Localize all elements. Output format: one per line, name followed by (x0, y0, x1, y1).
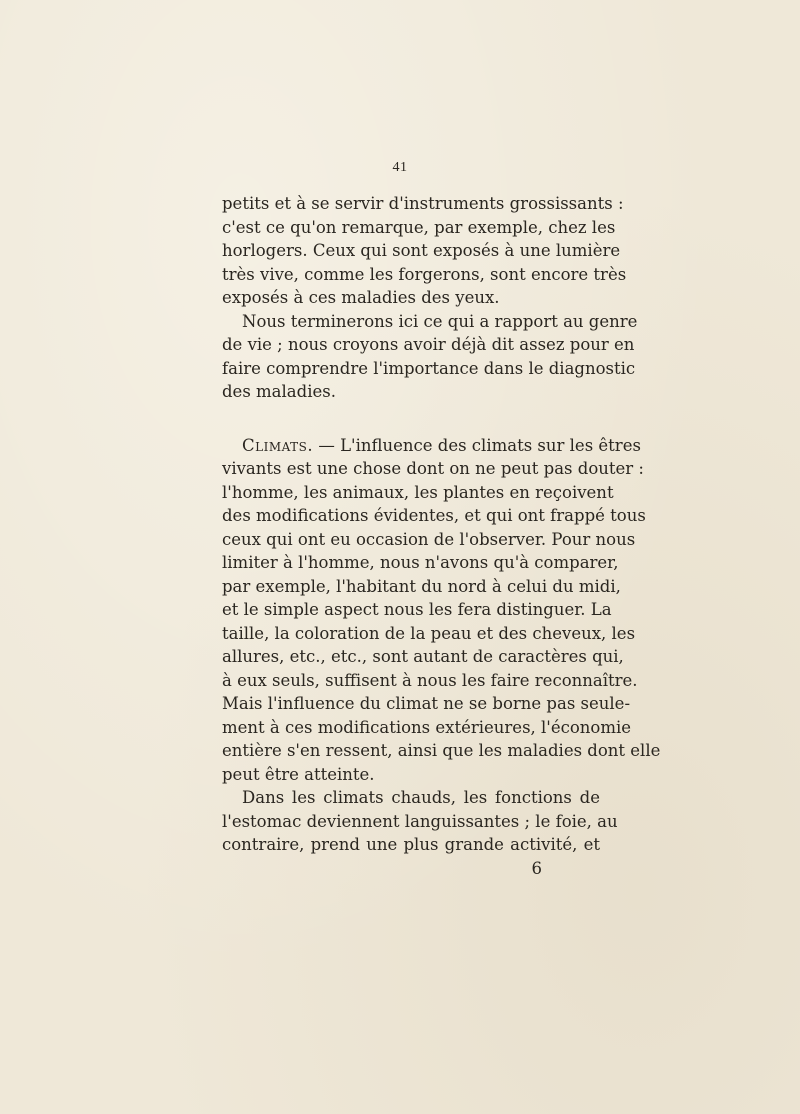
text-line: des maladies. (222, 382, 336, 401)
text-line: de vie ; nous croyons avoir déjà dit assez pour en (222, 335, 635, 354)
text-line: horlogers. Ceux qui sont exposés à une lumière (222, 241, 621, 260)
text-line: par exemple, l'habitant du nord à celui du midi, (222, 576, 621, 596)
text-line: des modifications évidentes, et qui ont frappé tous (222, 506, 646, 525)
page-number: 41 (392, 160, 408, 175)
text-line: ceux qui ont eu occasion de l'observer. Pour nous (222, 529, 636, 549)
text-line: faire comprendre l'importance dans le diagnostic (222, 358, 636, 378)
section-heading: Climats. (242, 435, 314, 455)
text-line: entière s'en ressent, ainsi que les maladies dont elle (222, 741, 661, 760)
section-gap (222, 404, 600, 434)
text-line: peut être atteinte. (222, 764, 375, 784)
paragraph-4 (222, 786, 618, 857)
text-line: Nous terminerons ici ce qui a rapport au genre (242, 311, 638, 331)
heading-line-rest: — L'influence des climats sur les êtres (313, 435, 641, 455)
text-line: limiter à l'homme, nous n'avons qu'à comparer, (222, 553, 619, 572)
text-line: Dans les climats chauds, les fonctions de (242, 788, 600, 807)
text-line: contraire, prend une plus grande activité, et (222, 835, 600, 854)
text-line: Mais l'influence du climat ne se borne pas seule- (222, 694, 631, 713)
text-line: très vive, comme les forgerons, sont encore très (222, 264, 627, 284)
text-line: l'estomac deviennent languissantes ; le foie, au (222, 811, 618, 831)
text-line: à eux seuls, suffisent à nous les faire reconnaître. (222, 670, 638, 690)
paragraph-1 (222, 192, 627, 310)
text-line: ment à ces modifications extérieures, l'économie (222, 717, 632, 737)
text-line: petits et à se servir d'instruments grossissants : (222, 194, 624, 213)
text-line: l'homme, les animaux, les plantes en reçoivent (222, 482, 614, 502)
text-line: c'est ce qu'on remarque, par exemple, chez les (222, 217, 616, 237)
text-line: vivants est une chose dont on ne peut pas douter : (222, 459, 644, 478)
text-line: et le simple aspect nous les fera distinguer. La (222, 600, 612, 619)
text-line: exposés à ces maladies des yeux. (222, 288, 500, 307)
paragraph-2 (222, 310, 638, 404)
paragraph-3 (222, 434, 661, 787)
body-text (222, 192, 661, 880)
text-line: allures, etc., etc., sont autant de caractères qui, (222, 647, 624, 666)
signature-mark: 6 (531, 858, 542, 878)
text-line (222, 434, 641, 458)
text-line: taille, la coloration de la peau et des cheveux, les (222, 623, 636, 643)
